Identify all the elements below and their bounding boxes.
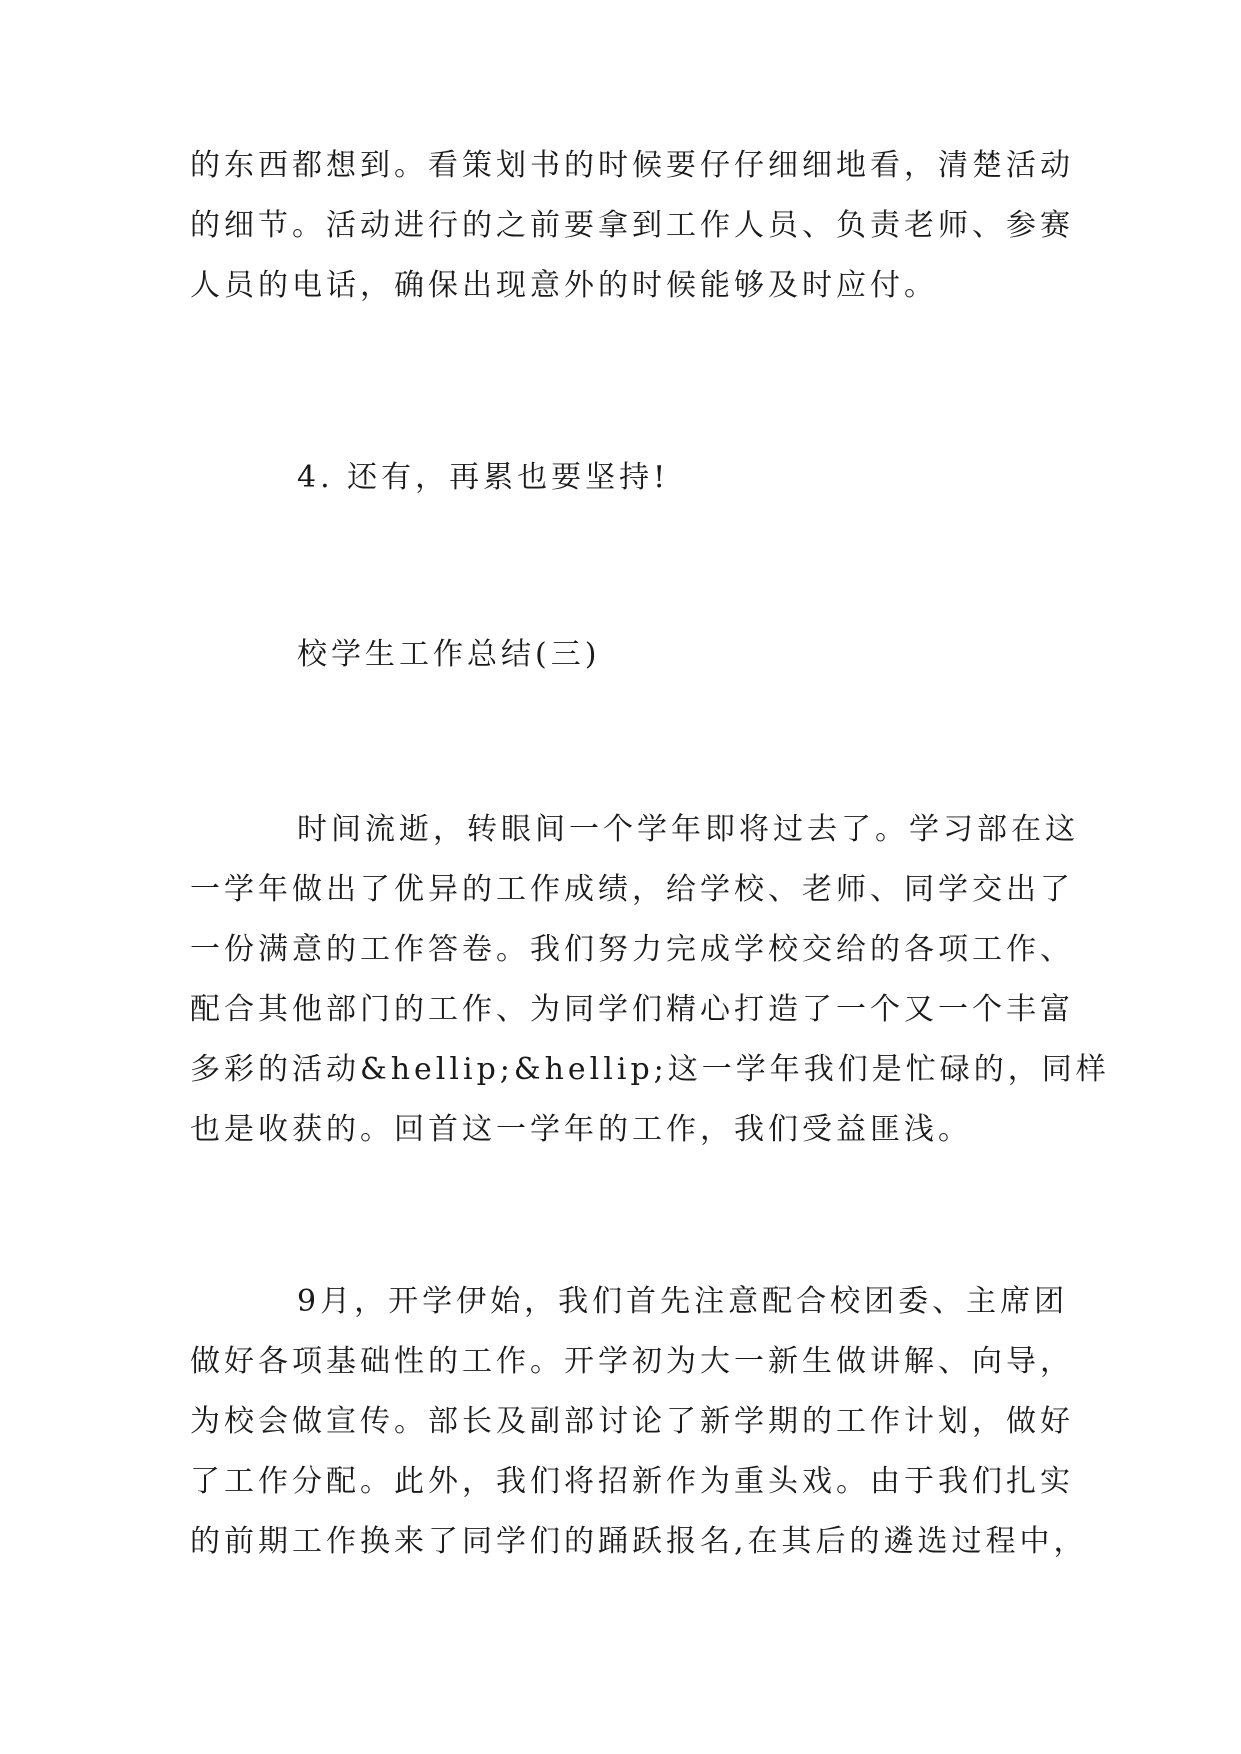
paragraph-intro-line-1: 时间流逝，转眼间一个学年即将过去了。学习部在这 xyxy=(297,812,1079,847)
section-title: 校学生工作总结(三) xyxy=(297,637,601,672)
paragraph-intro-line-6: 也是收获的。回首这一学年的工作，我们受益匪浅。 xyxy=(190,1112,972,1147)
paragraph-continued-line-2: 的细节。活动进行的之前要拿到工作人员、负责老师、参赛 xyxy=(190,208,1074,243)
paragraph-september-line-2: 做好各项基础性的工作。开学初为大一新生做讲解、向导， xyxy=(190,1344,1074,1379)
paragraph-september-line-5: 的前期工作换来了同学们的踊跃报名,在其后的遴选过程中， xyxy=(190,1524,1088,1559)
paragraph-intro-line-3: 一份满意的工作答卷。我们努力完成学校交给的各项工作、 xyxy=(190,932,1074,967)
paragraph-continued-line-3: 人员的电话，确保出现意外的时候能够及时应付。 xyxy=(190,268,938,303)
paragraph-september-line-4: 了工作分配。此外，我们将招新作为重头戏。由于我们扎实 xyxy=(190,1464,1074,1499)
point-4-line: 4. 还有，再累也要坚持! xyxy=(297,460,670,495)
paragraph-intro-line-2: 一学年做出了优异的工作成绩，给学校、老师、同学交出了 xyxy=(190,872,1074,907)
paragraph-september-line-3: 为校会做宣传。部长及副部讨论了新学期的工作计划，做好 xyxy=(190,1404,1074,1439)
paragraph-intro-line-5: 多彩的活动&hellip;&hellip;这一学年我们是忙碌的，同样 xyxy=(190,1052,1110,1087)
paragraph-continued-line-1: 的东西都想到。看策划书的时候要仔仔细细地看，清楚活动 xyxy=(190,148,1074,183)
paragraph-intro-line-4: 配合其他部门的工作、为同学们精心打造了一个又一个丰富 xyxy=(190,992,1074,1027)
paragraph-september-line-1: 9月，开学伊始，我们首先注意配合校团委、主席团 xyxy=(297,1284,1069,1319)
